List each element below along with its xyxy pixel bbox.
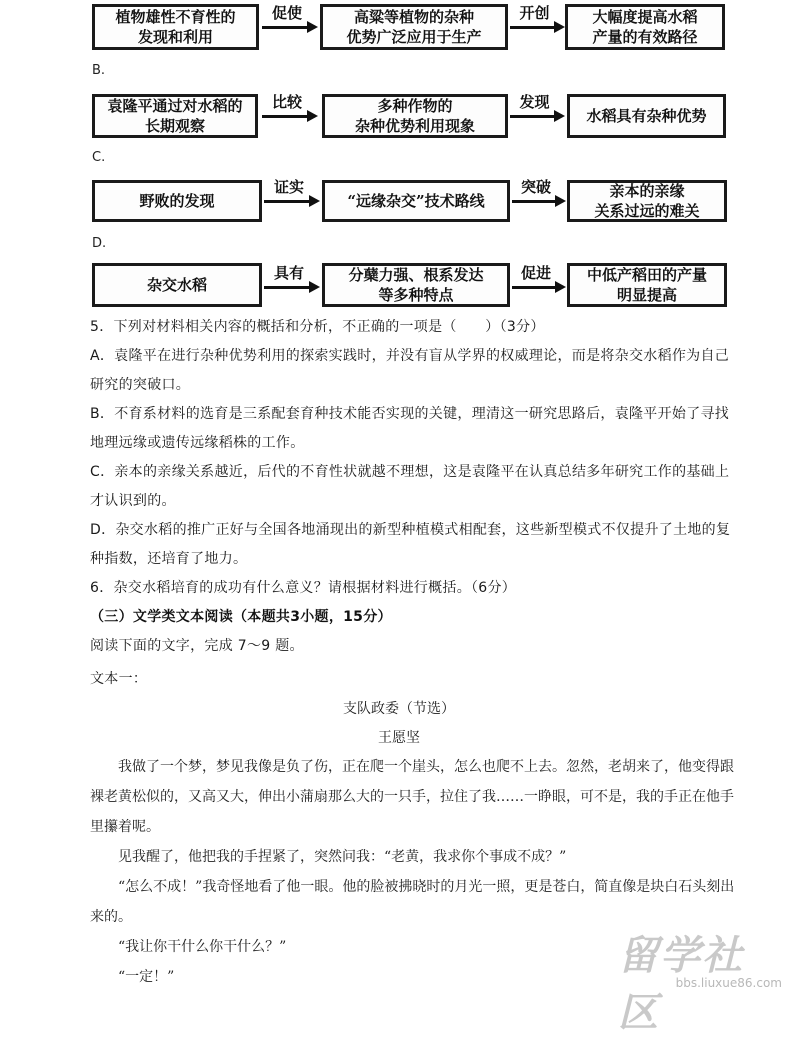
option-c-label: C.	[92, 150, 106, 165]
watermark-url: bbs.liuxue86.com	[675, 976, 782, 990]
flow-b-arrow-1	[262, 95, 318, 121]
arrow-head-icon	[554, 110, 565, 122]
question-5-option-a: A．袁隆平在进行杂种优势利用的探索实践时，并没有盲从学界的权威理论，而是将杂交水稻作为自己研究的突破口。	[90, 348, 730, 393]
flow-a-arrow-2	[510, 6, 565, 32]
flow-a-arrow-1	[262, 6, 318, 32]
arrow-head-icon	[555, 281, 566, 293]
flow-c-arrow-1-label: 证实	[273, 178, 304, 196]
section-3-heading: （三）文学类文本阅读（本题共3小题，15分）	[90, 609, 392, 625]
flow-d-arrow-1	[264, 266, 320, 292]
flow-a-box-1: 植物雄性不育性的 发现和利用	[92, 4, 259, 50]
story-paragraph: “怎么不成！”我奇怪地看了他一眼。他的脸被拂晓时的月光一照，更是苍白，简直像是块白石头刻出来的。	[90, 879, 735, 925]
flow-a-box-3: 大幅度提高水稻 产量的有效路径	[565, 4, 725, 50]
question-6: 6．杂交水稻培育的成功有什么意义？请根据材料进行概括。（6分）	[90, 580, 517, 596]
text-one-label: 文本一：	[90, 671, 148, 687]
arrow-head-icon	[309, 281, 320, 293]
arrow-head-icon	[554, 21, 565, 33]
question-5-option-d: D．杂交水稻的推广正好与全国各地涌现出的新型种植模式相配套，这些新型模式不仅提升了土地的复种指数，还培育了地力。	[90, 522, 731, 567]
story-title: 支队政委（节选）	[343, 701, 455, 717]
story-paragraph: “我让你干什么你干什么？”	[118, 939, 287, 955]
arrow-head-icon	[309, 195, 320, 207]
story-paragraph: 我做了一个梦，梦见我像是负了伤，正在爬一个崖头，怎么也爬不上去。忽然，老胡来了，他变得跟裸老黄松似的，又高又大，伸出小蒲扇那么大的一只手，拉住了我……一睁眼，可不是，我的手正在他手里攥着呢。	[90, 759, 734, 835]
flow-c-box-3: 亲本的亲缘 关系过远的难关	[567, 180, 727, 222]
option-d-label: D.	[92, 236, 107, 251]
flow-d-arrow-2	[512, 266, 566, 292]
flow-d-box-2: 分蘖力强、根系发达 等多种特点	[322, 263, 510, 307]
option-b-label: B.	[92, 63, 106, 78]
story-paragraph: “一定！”	[118, 969, 175, 985]
question-5-option-c: C．亲本的亲缘关系越近，后代的不育性状就越不理想，这是袁隆平在认真总结多年研究工作的基础上才认识到的。	[90, 464, 730, 509]
question-5-stem: 5．下列对材料相关内容的概括和分析，不正确的一项是（ ）（3分）	[90, 319, 545, 335]
watermark	[618, 918, 786, 1036]
question-5-option-b: B．不育系材料的选育是三系配套育种技术能否实现的关键，理清这一研究思路后，袁隆平开始了寻找地理远缘或遗传远缘稻株的工作。	[90, 406, 730, 451]
flow-a-arrow-2-label: 开创	[519, 4, 550, 22]
flow-a-box-2: 高粱等植物的杂种 优势广泛应用于生产	[320, 4, 508, 50]
section-3-instruction: 阅读下面的文字，完成 7～9 题。	[90, 638, 304, 654]
flow-b-box-1: 袁隆平通过对水稻的 长期观察	[92, 94, 258, 138]
flow-b-arrow-2	[510, 95, 565, 121]
flow-c-arrow-2	[512, 180, 566, 206]
flow-b-box-3: 水稻具有杂种优势	[567, 94, 726, 138]
story-paragraph: 见我醒了，他把我的手捏紧了，突然问我：“老黄，我求你个事成不成？”	[118, 849, 567, 865]
flow-b-arrow-2-label: 发现	[519, 93, 550, 111]
flow-c-box-1: 野败的发现	[92, 180, 262, 222]
watermark-logo: 留学社区	[618, 933, 744, 1036]
flow-d-box-1: 杂交水稻	[92, 263, 262, 307]
question-5	[90, 313, 738, 694]
flow-d-arrow-2-label: 促进	[520, 264, 551, 282]
arrow-head-icon	[307, 110, 318, 122]
arrow-head-icon	[307, 21, 318, 33]
flow-a-arrow-1-label: 促使	[271, 4, 302, 22]
flow-b-box-2: 多种作物的 杂种优势利用现象	[322, 94, 508, 138]
flow-c-arrow-2-label: 突破	[520, 178, 551, 196]
arrow-head-icon	[555, 195, 566, 207]
flow-d-box-3: 中低产稻田的产量 明显提高	[567, 263, 727, 307]
flow-c-box-2: “远缘杂交”技术路线	[322, 180, 510, 222]
story-author: 王愿坚	[378, 730, 420, 746]
flow-d-arrow-1-label: 具有	[273, 264, 304, 282]
flow-b-arrow-1-label: 比较	[271, 93, 302, 111]
flow-c-arrow-1	[264, 180, 320, 206]
